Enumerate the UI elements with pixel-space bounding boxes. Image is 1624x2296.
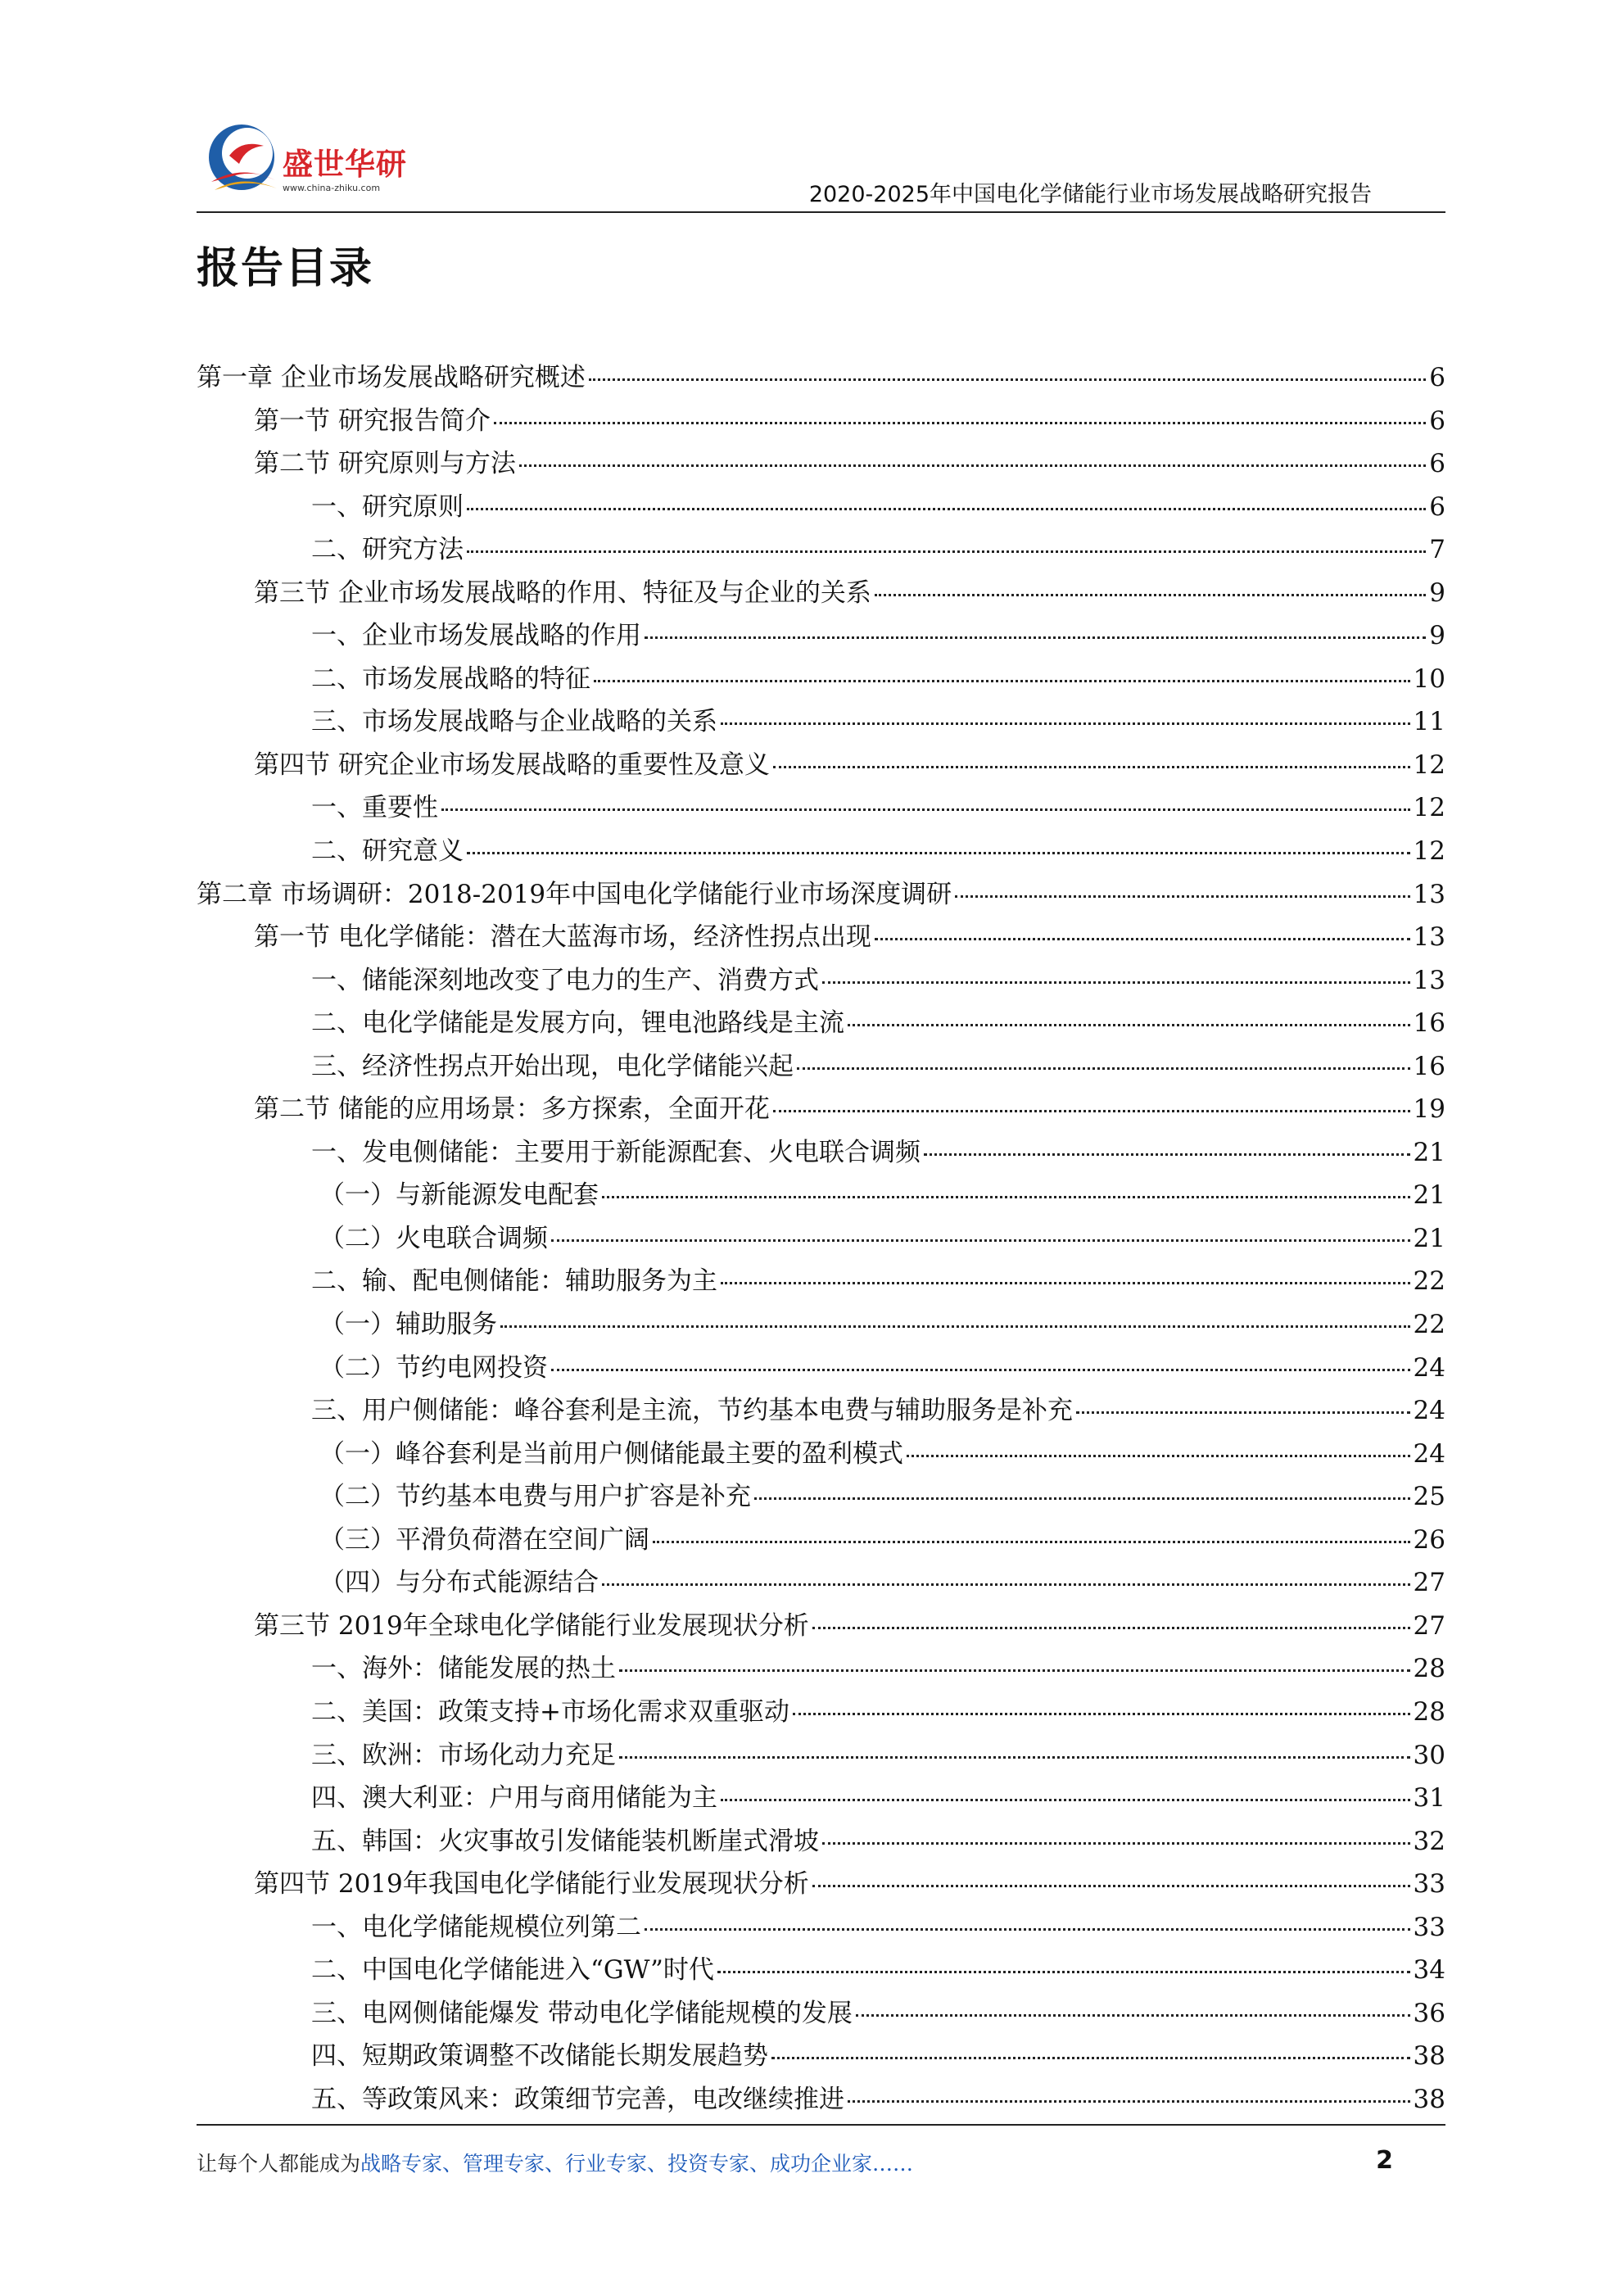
toc-entry-page: 19: [1413, 1094, 1445, 1125]
toc-entry[interactable]: [197, 1820, 1445, 1864]
toc-entry-title: 四、澳大利亚：户用与商用储能为主: [311, 1783, 717, 1814]
toc-entry-page: 38: [1413, 2084, 1445, 2114]
toc-dot-leader: [551, 1239, 1410, 1242]
toc-entry-page: 16: [1413, 1051, 1445, 1081]
toc-entry[interactable]: [197, 1647, 1445, 1691]
toc-entry-title: 第三节 企业市场发展战略的作用、特征及与企业的关系: [254, 577, 871, 608]
toc-entry[interactable]: [197, 1561, 1445, 1605]
toc-entry[interactable]: [197, 1347, 1445, 1390]
toc-dot-leader: [619, 1669, 1410, 1672]
toc-title: 报告目录: [197, 244, 374, 293]
toc-entry-page: 34: [1413, 1955, 1445, 1986]
toc-dot-leader: [773, 766, 1410, 768]
toc-dot-leader: [856, 2014, 1410, 2017]
toc-entry-page: 21: [1413, 1137, 1445, 1167]
toc-entry[interactable]: [197, 1519, 1445, 1562]
footer-slogan-highlight: 战略专家、管理专家、行业专家、投资专家、成功企业家……: [360, 2152, 914, 2176]
logo-url: www.china-zhiku.com: [283, 183, 381, 193]
toc-entry[interactable]: [197, 1002, 1445, 1045]
toc-dot-leader: [645, 636, 1426, 639]
toc-entry-title: 一、企业市场发展战略的作用: [311, 621, 641, 651]
toc-entry[interactable]: [197, 1863, 1445, 1906]
toc-entry-title: 三、用户侧储能：峰谷套利是主流，节约基本电费与辅助服务是补充: [311, 1396, 1073, 1426]
toc-entry-page: 31: [1413, 1783, 1445, 1814]
toc-entry[interactable]: [197, 486, 1445, 529]
toc-entry[interactable]: [197, 442, 1445, 486]
toc-entry-title: 第一节 电化学储能：潜在大蓝海市场，经济性拐点出现: [254, 922, 871, 953]
toc-entry-page: 28: [1413, 1654, 1445, 1684]
toc-entry-page: 32: [1413, 1826, 1445, 1856]
toc-entry-title: 二、中国电化学储能进入“GW”时代: [311, 1955, 714, 1986]
toc-entry-title: 第二节 储能的应用场景：多方探索，全面开花: [254, 1094, 770, 1125]
toc-entry-title: 四、短期政策调整不改储能长期发展趋势: [311, 2041, 768, 2072]
toc-entry[interactable]: [197, 830, 1445, 873]
page-header: [197, 111, 1445, 217]
toc-entry-page: 12: [1413, 749, 1445, 780]
toc-dot-leader: [1076, 1411, 1410, 1414]
toc-entry-title: （二）节约基本电费与用户扩容是补充: [319, 1482, 751, 1512]
toc-dot-leader: [721, 1282, 1410, 1284]
toc-entry[interactable]: [197, 1174, 1445, 1217]
toc-entry[interactable]: [197, 744, 1445, 787]
toc-entry-page: 16: [1413, 1008, 1445, 1039]
toc-entry[interactable]: [197, 528, 1445, 572]
toc-entry[interactable]: [197, 1088, 1445, 1131]
toc-entry[interactable]: [197, 1906, 1445, 1950]
toc-dot-leader: [793, 1713, 1410, 1715]
toc-entry[interactable]: [197, 1734, 1445, 1777]
toc-entry-title: （四）与分布式能源结合: [319, 1568, 599, 1598]
toc-entry-title: 一、研究原则: [311, 491, 464, 522]
toc-entry-page: 33: [1413, 1912, 1445, 1942]
header-divider: [197, 211, 1445, 213]
toc-entry[interactable]: [197, 400, 1445, 443]
toc-dot-leader: [589, 378, 1426, 381]
toc-entry-title: 一、储能深刻地改变了电力的生产、消费方式: [311, 965, 819, 995]
toc-entry-page: 6: [1429, 491, 1445, 522]
logo-name: 盛世华研: [283, 147, 407, 182]
toc-dot-leader: [721, 722, 1410, 725]
toc-entry-title: 第四节 研究企业市场发展战略的重要性及意义: [254, 749, 770, 780]
toc-entry-title: （三）平滑负荷潜在空间广阔: [319, 1524, 649, 1555]
toc-entry-title: （二）火电联合调频: [319, 1223, 548, 1253]
company-logo: [197, 115, 442, 205]
toc-entry-title: （二）节约电网投资: [319, 1352, 548, 1383]
toc-entry[interactable]: [197, 1475, 1445, 1519]
toc-dot-leader: [645, 1928, 1410, 1931]
toc-entry-title: 五、韩国：火灾事故引发储能装机断崖式滑坡: [311, 1826, 819, 1856]
toc-entry-title: 二、输、配电侧储能：辅助服务为主: [311, 1266, 717, 1297]
toc-entry[interactable]: [197, 1045, 1445, 1089]
toc-dot-leader: [875, 938, 1410, 940]
toc-dot-leader: [653, 1541, 1410, 1543]
toc-entry[interactable]: [197, 356, 1445, 400]
toc-dot-leader: [812, 1627, 1410, 1629]
toc-entry-title: 一、海外：储能发展的热土: [311, 1654, 616, 1684]
toc-entry-page: 22: [1413, 1310, 1445, 1340]
toc-dot-leader: [467, 852, 1410, 854]
toc-dot-leader: [797, 1067, 1410, 1070]
toc-entry-page: 10: [1413, 663, 1445, 694]
toc-entry-title: 二、市场发展战略的特征: [311, 663, 590, 694]
toc-dot-leader: [467, 508, 1426, 510]
toc-entry-title: 三、市场发展战略与企业战略的关系: [311, 707, 717, 737]
toc-entry-title: 三、欧洲：市场化动力充足: [311, 1740, 616, 1770]
toc-entry-title: 第二节 研究原则与方法: [254, 449, 516, 479]
toc-entry-page: 24: [1413, 1352, 1445, 1383]
table-of-contents: [197, 356, 1445, 2121]
toc-dot-leader: [822, 1842, 1410, 1845]
toc-entry[interactable]: [197, 959, 1445, 1003]
toc-entry[interactable]: [197, 700, 1445, 744]
toc-entry-page: 26: [1413, 1524, 1445, 1555]
toc-entry-title: 第一章 企业市场发展战略研究概述: [197, 363, 586, 392]
toc-entry-title: （一）与新能源发电配套: [319, 1180, 599, 1211]
toc-entry-page: 25: [1413, 1482, 1445, 1512]
toc-entry-page: 38: [1413, 2041, 1445, 2072]
toc-entry-page: 9: [1429, 621, 1445, 651]
toc-entry-page: 30: [1413, 1740, 1445, 1770]
toc-entry[interactable]: [197, 572, 1445, 615]
toc-entry-title: 一、重要性: [311, 793, 438, 823]
toc-dot-leader: [848, 1024, 1410, 1026]
toc-dot-leader: [924, 1153, 1410, 1156]
toc-dot-leader: [717, 1971, 1410, 1973]
toc-entry-title: 三、经济性拐点开始出现，电化学储能兴起: [311, 1051, 794, 1081]
toc-entry-page: 11: [1413, 707, 1445, 737]
toc-entry-page: 7: [1429, 535, 1445, 565]
toc-dot-leader: [441, 808, 1410, 811]
toc-entry[interactable]: [197, 1433, 1445, 1476]
toc-dot-leader: [619, 1756, 1410, 1759]
toc-entry-page: 24: [1413, 1438, 1445, 1469]
toc-entry-title: 第三节 2019年全球电化学储能行业发展现状分析: [254, 1610, 809, 1641]
toc-entry-page: 27: [1413, 1568, 1445, 1598]
toc-entry-page: 12: [1413, 836, 1445, 867]
toc-entry-title: 三、电网侧储能爆发 带动电化学储能规模的发展: [311, 1998, 853, 2028]
toc-entry[interactable]: [197, 1303, 1445, 1347]
toc-entry-title: 第一节 研究报告简介: [254, 405, 491, 436]
toc-dot-leader: [771, 2057, 1410, 2059]
toc-entry[interactable]: [197, 1389, 1445, 1433]
toc-dot-leader: [812, 1885, 1410, 1887]
toc-entry-page: 33: [1413, 1869, 1445, 1900]
toc-entry-title: （一）峰谷套利是当前用户侧储能最主要的盈利模式: [319, 1438, 903, 1469]
page-number: 2: [1376, 2146, 1393, 2175]
toc-entry[interactable]: [197, 1777, 1445, 1820]
toc-dot-leader: [602, 1196, 1410, 1198]
footer-divider: [197, 2124, 1445, 2126]
toc-entry-title: 二、研究意义: [311, 836, 464, 867]
toc-entry-page: 6: [1429, 363, 1445, 392]
toc-entry[interactable]: [197, 2078, 1445, 2122]
toc-entry-title: 一、电化学储能规模位列第二: [311, 1912, 641, 1942]
toc-entry[interactable]: [197, 873, 1445, 917]
toc-entry-page: 12: [1413, 793, 1445, 823]
toc-dot-leader: [721, 1799, 1410, 1801]
toc-entry[interactable]: [197, 1949, 1445, 1992]
toc-dot-leader: [494, 422, 1426, 424]
toc-entry[interactable]: [197, 916, 1445, 959]
toc-entry-page: 27: [1413, 1610, 1445, 1641]
toc-entry[interactable]: [197, 1131, 1445, 1175]
toc-entry-page: 13: [1413, 965, 1445, 995]
toc-dot-leader: [519, 464, 1426, 467]
toc-entry[interactable]: [197, 786, 1445, 830]
toc-entry[interactable]: [197, 2035, 1445, 2078]
toc-entry-title: 第二章 市场调研：2018-2019年中国电化学储能行业市场深度调研: [197, 879, 952, 909]
toc-entry-title: 第四节 2019年我国电化学储能行业发展现状分析: [254, 1869, 809, 1900]
toc-entry-page: 21: [1413, 1223, 1445, 1253]
toc-dot-leader: [594, 680, 1410, 682]
toc-dot-leader: [602, 1583, 1410, 1586]
toc-entry-title: 二、美国：政策支持+市场化需求双重驱动: [311, 1696, 789, 1727]
toc-entry[interactable]: [197, 1260, 1445, 1303]
toc-entry-page: 13: [1413, 922, 1445, 953]
toc-entry-title: （一）辅助服务: [319, 1310, 497, 1340]
toc-entry-page: 36: [1413, 1998, 1445, 2028]
toc-dot-leader: [754, 1497, 1410, 1500]
toc-dot-leader: [467, 550, 1426, 553]
toc-dot-leader: [955, 895, 1409, 898]
toc-entry[interactable]: [197, 658, 1445, 701]
toc-entry[interactable]: [197, 1992, 1445, 2036]
toc-dot-leader: [907, 1455, 1410, 1457]
toc-entry[interactable]: [197, 1605, 1445, 1648]
toc-entry-page: 6: [1429, 449, 1445, 479]
toc-dot-leader: [773, 1110, 1410, 1112]
toc-entry-page: 22: [1413, 1266, 1445, 1297]
toc-entry-page: 6: [1429, 405, 1445, 436]
toc-dot-leader: [848, 2100, 1410, 2103]
toc-entry-title: 五、等政策风来：政策细节完善，电改继续推进: [311, 2084, 844, 2114]
toc-dot-leader: [551, 1369, 1410, 1371]
toc-entry-title: 一、发电侧储能：主要用于新能源配套、火电联合调频: [311, 1137, 921, 1167]
toc-entry[interactable]: [197, 1217, 1445, 1261]
toc-entry-page: 9: [1429, 577, 1445, 608]
toc-dot-leader: [500, 1325, 1410, 1328]
toc-entry[interactable]: [197, 1691, 1445, 1734]
report-title: 2020-2025年中国电化学储能行业市场发展战略研究报告: [808, 182, 1372, 207]
toc-entry-title: 二、电化学储能是发展方向，锂电池路线是主流: [311, 1008, 844, 1039]
toc-entry-page: 28: [1413, 1696, 1445, 1727]
toc-entry-page: 24: [1413, 1396, 1445, 1426]
toc-entry[interactable]: [197, 614, 1445, 658]
toc-entry-page: 13: [1413, 879, 1445, 909]
toc-entry-page: 21: [1413, 1180, 1445, 1211]
toc-dot-leader: [822, 981, 1410, 984]
toc-dot-leader: [875, 594, 1426, 596]
toc-entry-title: 二、研究方法: [311, 535, 464, 565]
footer-slogan: [197, 2148, 913, 2177]
footer-slogan-prefix: 让每个人都能成为: [197, 2152, 361, 2176]
logo-emblem-icon: [197, 115, 287, 205]
